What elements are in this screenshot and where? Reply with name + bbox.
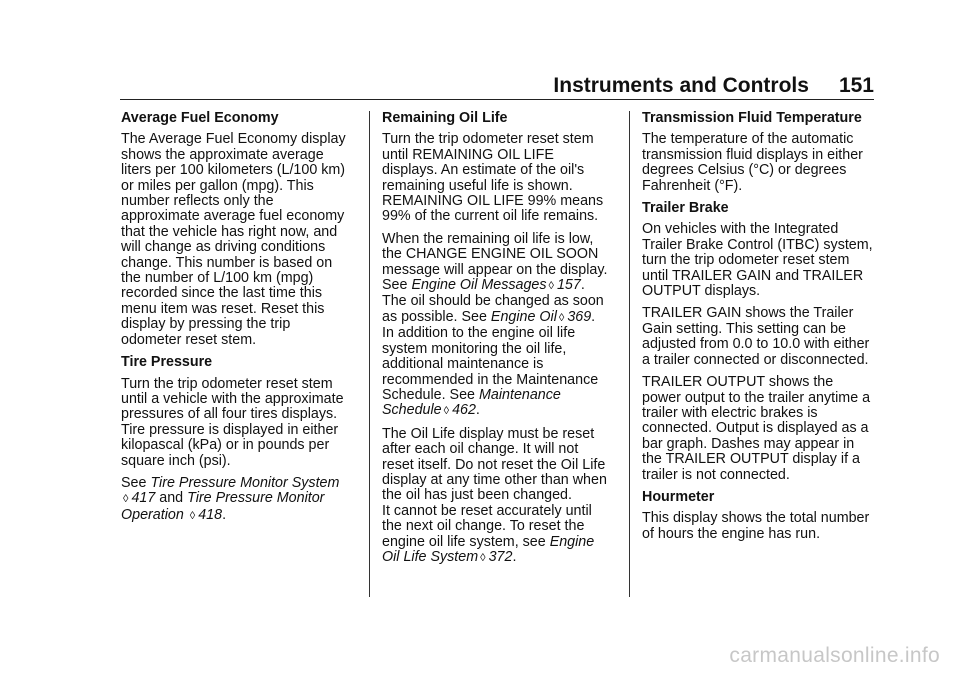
text-line: additional maintenance is [382, 356, 544, 373]
text-line: recommended in the Maintenance [382, 371, 599, 388]
xref-tire-pressure-monitor-operation-cont[interactable]: Operation [121, 506, 184, 523]
text-line: until REMAINING OIL LIFE [382, 146, 554, 163]
text-line: remaining useful life is shown. [382, 177, 573, 194]
text-line: connected. Output is displayed as a [642, 420, 869, 437]
text-line: Fahrenheit (°F). [642, 177, 743, 194]
column-divider [629, 111, 630, 597]
paragraph: See Tire Pressure Monitor System ◊ 417 and Tire Pressure Monitor Operation ◊ 418. [121, 474, 340, 523]
text-line: shows the approximate average [121, 146, 324, 163]
watermark: carmanualsonline.info [729, 644, 940, 667]
xref-engine-oil-life-system[interactable]: Engine [549, 533, 595, 550]
text-line: Turn the trip odometer reset stem [382, 131, 594, 148]
xref-page-number[interactable]: 462 [452, 402, 476, 419]
heading-average-fuel-economy: Average Fuel Economy [121, 110, 279, 126]
text-line: The temperature of the automatic [642, 131, 854, 148]
text-line: number reflects only the [121, 193, 274, 210]
text-line: This display shows the total number [642, 510, 870, 527]
text-line: TRAILER GAIN shows the Trailer [642, 305, 854, 322]
xref-page-number[interactable]: 369 [567, 308, 592, 325]
text-line: Tire pressure is displayed in either [121, 421, 339, 438]
text-line: display at any time other than when [382, 471, 607, 488]
text-line: a trailer connected or disconnected. [642, 351, 869, 368]
text-line: of hours the engine has run. [642, 525, 821, 542]
xref-page-number[interactable]: 418 [198, 506, 223, 523]
text-line: liters per 100 kilometers (L/100 km) [121, 162, 346, 179]
text-line: system monitoring the oil life, [382, 340, 567, 357]
header-rule [120, 99, 874, 100]
paragraph [642, 375, 882, 483]
text-line: odometer reset stem. [121, 331, 257, 348]
text-line: power output to the trailer anytime a [642, 389, 871, 406]
paragraph: When the remaining oil life is low, the CHANGE ENGINE OIL SOON message will appear on the display. See Engine Oil Messages ◊ 157. The oil should be changed as soon as possible. See Engine Oil ◊ 369. In addition to the engine oil life system monitoring the oil life, additional maintenance is recommended in the Maintenance Schedule. See Maintenance Schedule ◊ 462. [382, 232, 617, 420]
text-line: transmission fluid displays in either [642, 146, 863, 163]
page-reference-icon: ◊ [443, 405, 450, 418]
text-line: trailer is not connected. [642, 466, 790, 483]
text-line: approximate average fuel economy [121, 208, 345, 225]
xref-engine-oil-messages[interactable]: Engine Oil Messages [411, 277, 547, 294]
text-line: OUTPUT displays. [642, 283, 761, 300]
paragraph [121, 132, 356, 348]
text-line: will change as driving conditions [121, 239, 326, 256]
text: See [121, 474, 147, 491]
heading-trailer-brake: Trailer Brake [642, 200, 729, 217]
text-line: trailer with electric brakes is [642, 404, 818, 421]
text: and [159, 490, 184, 507]
text-line: that the vehicle has right now, and [121, 223, 338, 240]
xref-tire-pressure-monitor-operation[interactable]: Tire Pressure Monitor [187, 490, 325, 507]
paragraph [121, 377, 356, 469]
paragraph [642, 132, 882, 194]
text-line: On vehicles with the Integrated [642, 221, 839, 238]
text-line: display by pressing the trip [121, 316, 291, 333]
text-line: degrees Celsius (°C) or degrees [642, 162, 847, 179]
text-line: reset itself. Do not reset the Oil Life [382, 456, 606, 473]
paragraph: The Oil Life display must be reset after each oil change. It will not reset itself. Do not reset the Oil Life display at any time other than when the oil has just been changed. It cannot be reset accurately until the next oil change. To reset the engine oil life system, see Engine Oil Life System ◊ 372. [382, 427, 617, 567]
page-reference-icon: ◊ [123, 493, 129, 506]
heading-remaining-oil-life: Remaining Oil Life [382, 110, 508, 126]
page-number: 151 [838, 74, 874, 97]
text-line: the TRAILER OUTPUT display if a [642, 451, 860, 468]
text-line: displays. An estimate of the oil's [382, 162, 585, 179]
section-title: Instruments and Controls [553, 74, 809, 97]
xref-page-number[interactable]: 157 [556, 277, 581, 294]
text-line: change. This number is based on [121, 254, 333, 271]
text-line: square inch (psi). [121, 452, 231, 469]
text-line: turn the trip odometer reset stem [642, 252, 850, 269]
xref-page-number[interactable]: 372 [488, 548, 513, 565]
text-line: The oil should be changed as soon [382, 293, 604, 310]
xref-maintenance-schedule[interactable]: Maintenance [478, 386, 561, 403]
text-line: Gain setting. This setting can be [642, 320, 846, 337]
text-line: Turn the trip odometer reset stem [121, 375, 333, 392]
text-line: the number of L/100 km (mpg) [121, 270, 314, 287]
xref-engine-oil[interactable]: Engine Oil [490, 308, 557, 325]
xref-page-number[interactable]: 417 [131, 490, 156, 507]
xref-maintenance-schedule-cont[interactable]: Schedule [382, 402, 442, 419]
column-1 [121, 111, 356, 531]
page-reference-icon: ◊ [189, 509, 196, 522]
column-2 [382, 111, 617, 573]
text-line: In addition to the engine oil life [382, 325, 576, 342]
text-line: after each oil change. It will not [382, 441, 579, 458]
heading-transmission-fluid-temperature: Transmission Fluid Temperature [642, 110, 862, 126]
paragraph [642, 222, 882, 299]
page-reference-icon: ◊ [548, 280, 554, 293]
text-line: the next oil change. To reset the [382, 518, 585, 535]
paragraph [382, 132, 617, 224]
text-line: Trailer Brake Control (ITBC) system, [642, 236, 873, 253]
text-line: until a vehicle with the approximate [121, 390, 344, 407]
column-divider [369, 111, 370, 597]
text-line: adjusted from 0.0 to 10.0 with either [642, 336, 870, 353]
page-header [553, 74, 874, 98]
text-line: pressures of all four tires displays. [121, 406, 338, 423]
paragraph [642, 306, 882, 368]
page-reference-icon: ◊ [480, 551, 486, 564]
text-line: kilopascal (kPa) or in pounds per [121, 437, 330, 454]
paragraph [642, 511, 882, 542]
text-line: message will appear on the display. [382, 261, 608, 278]
text-line: menu item was reset. Reset this [121, 300, 325, 317]
heading-tire-pressure: Tire Pressure [121, 354, 213, 371]
text-line: until TRAILER GAIN and TRAILER [642, 267, 864, 284]
text-line: the CHANGE ENGINE OIL SOON [382, 246, 599, 263]
text-line: or miles per gallon (mpg). This [121, 177, 314, 194]
xref-engine-oil-life-system-cont[interactable]: Oil Life System [382, 548, 479, 565]
text-line: the oil has just been changed. [382, 487, 572, 504]
text-line: When the remaining oil life is low, [382, 230, 594, 247]
text-line: bar graph. Dashes may appear in [642, 435, 855, 452]
column-3 [642, 111, 882, 549]
text-line: The Average Fuel Economy display [121, 131, 346, 148]
page-reference-icon: ◊ [558, 311, 565, 324]
xref-tire-pressure-monitor-system[interactable]: Tire Pressure Monitor System [150, 474, 340, 491]
text-line: It cannot be reset accurately until [382, 502, 592, 519]
text-line: 99% of the current oil life remains. [382, 208, 599, 225]
text-line: recorded since the last time this [121, 285, 323, 302]
heading-hourmeter: Hourmeter [642, 488, 715, 505]
text-line: The Oil Life display must be reset [382, 425, 595, 442]
text-line: REMAINING OIL LIFE 99% means [382, 193, 604, 210]
text-line: TRAILER OUTPUT shows the [642, 374, 834, 391]
